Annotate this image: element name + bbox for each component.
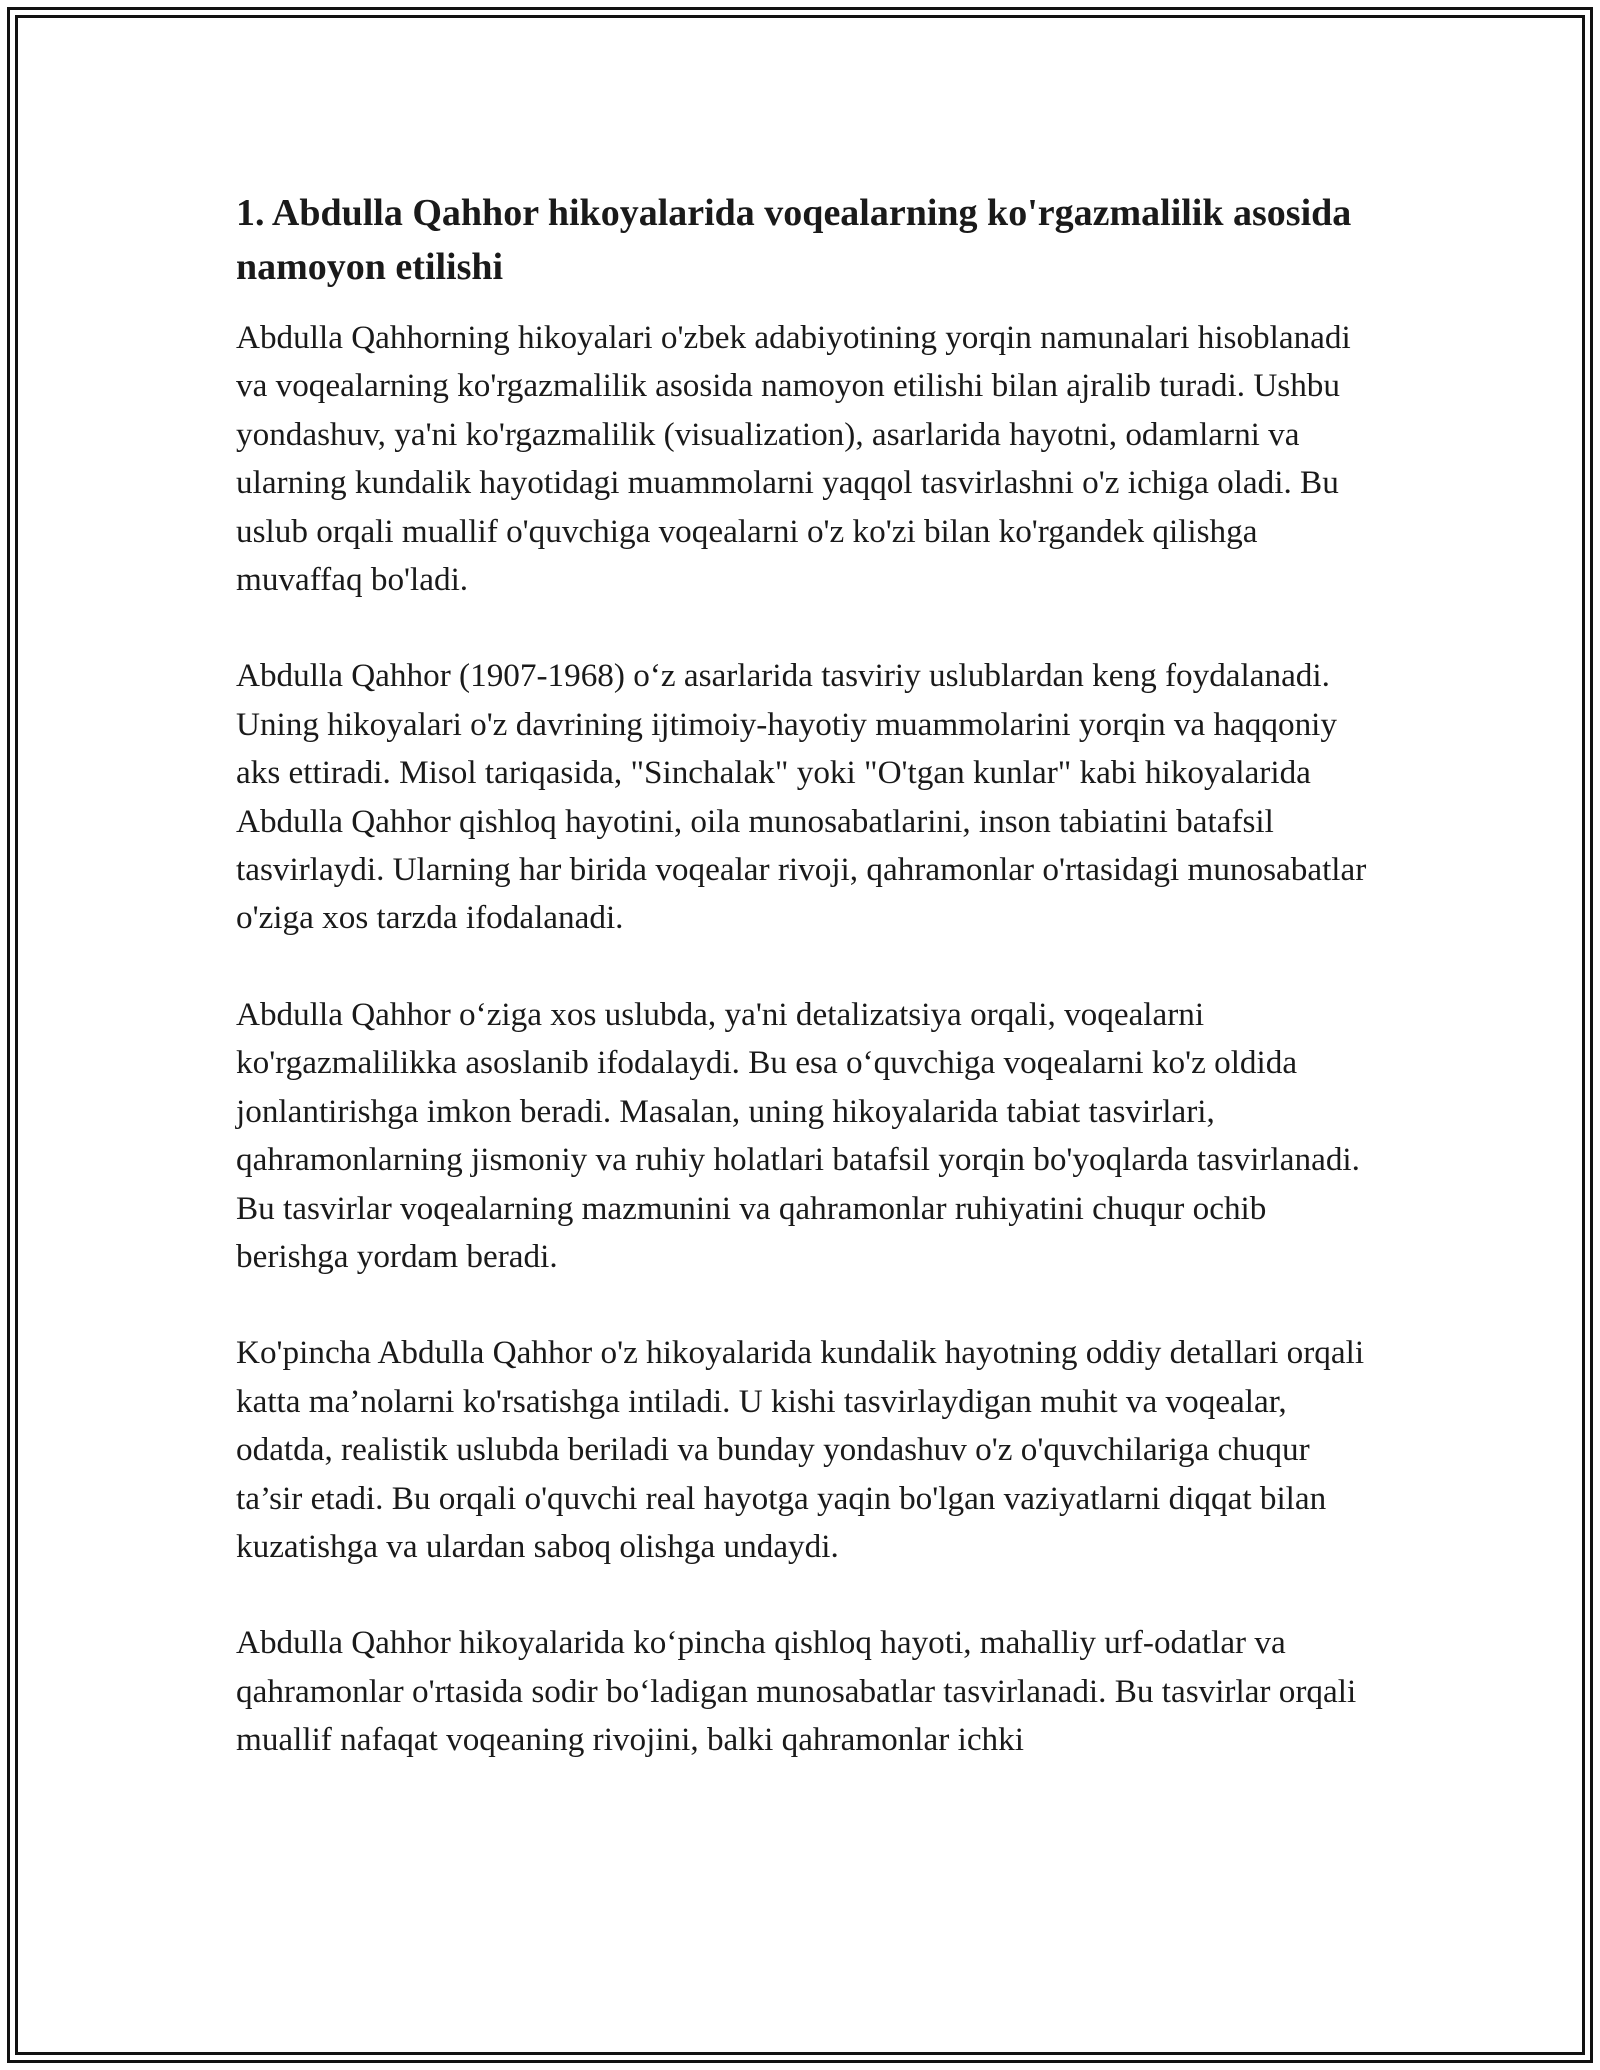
- document-body: [236, 186, 1376, 1813]
- paragraph-5: Abdulla Qahhor hikoyalarida ko‘pincha qishloq hayoti, mahalliy urf-odatlar va qahramonlar o'rtasida sodir bo‘ladigan munosabatlar tasvirlanadi. Bu tasvirlar orqali muallif nafaqat voqeaning rivojini, balki qahramonlar ichki: [236, 1624, 1357, 1759]
- section-heading: 1. Abdulla Qahhor hikoyalarida voqealarning ko'rgazmalilik asosida namoyon etilishi: [236, 192, 1352, 288]
- paragraph-4: Ko'pincha Abdulla Qahhor o'z hikoyalarida kundalik hayotning oddiy detallari orqali katta ma’nolarni ko'rsatishga intiladi. U kishi tasvirlaydigan muhit va voqealar, odatda, realistik uslubda beriladi va bunday yondashuv o'z o'quvchilariga chuqur ta’sir etadi. Bu orqali o'quvchi real hayotga yaqin bo'lgan vaziyatlarni diqqat bilan kuzatishga va ulardan saboq olishga undaydi.: [236, 1334, 1365, 1565]
- paragraph-1: Abdulla Qahhorning hikoyalari o'zbek adabiyotining yorqin namunalari hisoblanadi va voqealarning ko'rgazmalilik asosida namoyon etilishi bilan ajralib turadi. Ushbu yondashuv, ya'ni ko'rgazmalilik (visualization), asarlarida hayotni, odamlarni va ularning kundalik hayotidagi muammolarni yaqqol tasvirlashni o'z ichiga oladi. Bu uslub orqali muallif o'quvchiga voqealarni o'z ko'zi bilan ko'rgandek qilishga muvaffaq bo'ladi.: [236, 319, 1351, 599]
- paragraph-2: Abdulla Qahhor (1907-1968) o‘z asarlarida tasviriy uslublardan keng foydalanadi. Uning hikoyalari o'z davrining ijtimoiy-hayotiy muammolarini yorqin va haqqoniy aks ettiradi. Misol tariqasida, "Sinchalak" yoki "O'tgan kunlar" kabi hikoyalarida Abdulla Qahhor qishloq hayotini, oila munosabatlarini, inson tabiatini batafsil tasvirlaydi. Ularning har birida voqealar rivoji, qahramonlar o'rtasidagi munosabatlar o'ziga xos tarzda ifodalanadi.: [236, 657, 1367, 937]
- paragraph-3: Abdulla Qahhor o‘ziga xos uslubda, ya'ni detalizatsiya orqali, voqealarni ko'rgazmalilikka asoslanib ifodalaydi. Bu esa o‘quvchiga voqealarni ko'z oldida jonlantirishga imkon beradi. Masalan, uning hikoyalarida tabiat tasvirlari, qahramonlarning jismoniy va ruhiy holatlari batafsil yorqin bo'yoqlarda tasvirlanadi. Bu tasvirlar voqealarning mazmunini va qahramonlar ruhiyatini chuqur ochib berishga yordam beradi.: [236, 995, 1360, 1275]
